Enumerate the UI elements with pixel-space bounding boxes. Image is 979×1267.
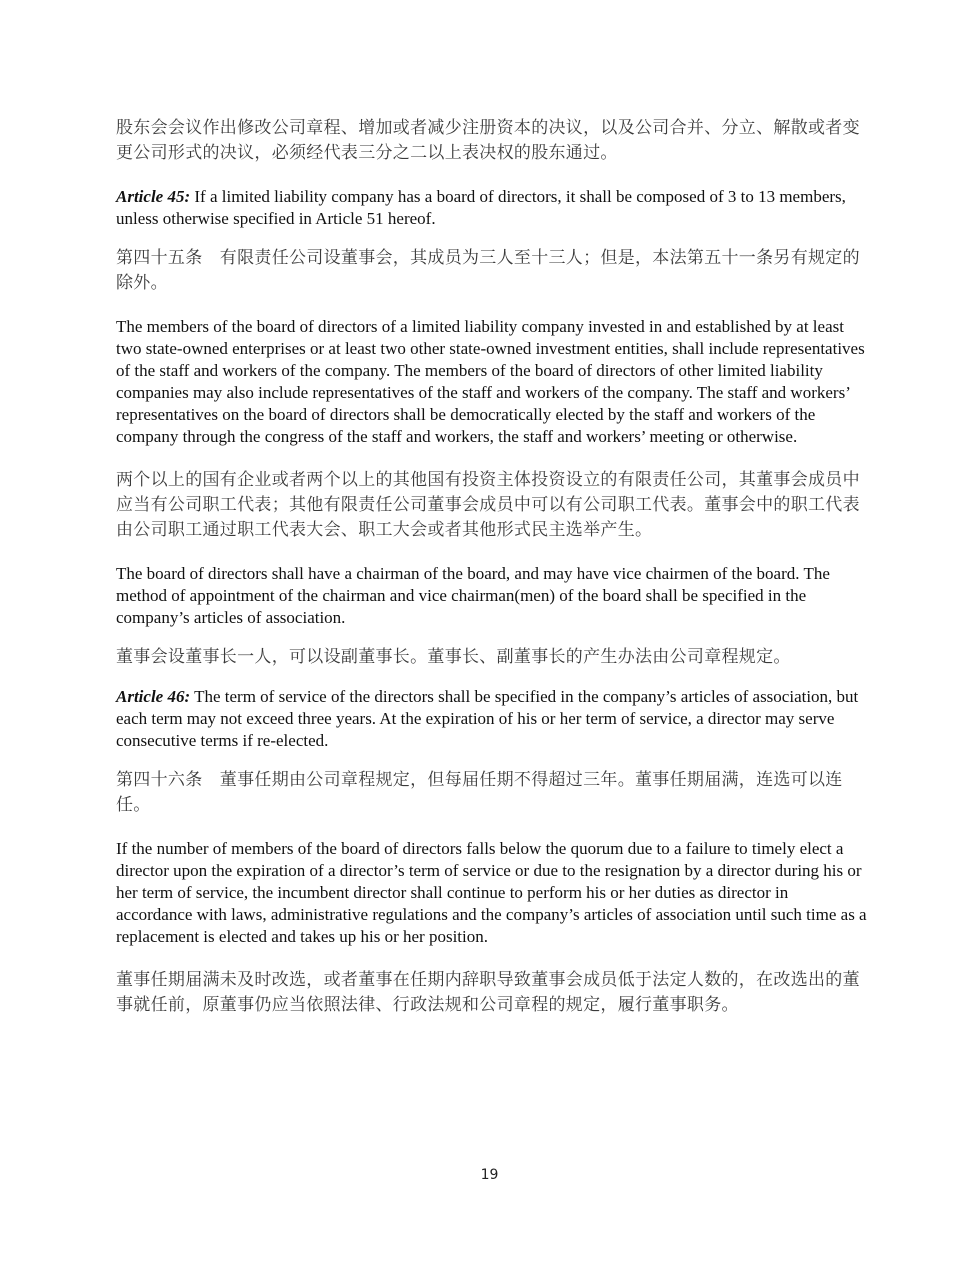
- article-45-text: If a limited liability company has a board of directors, it shall be composed of 3 to 13 members, unless otherwise specified in Article 51 hereof.: [116, 187, 846, 228]
- document-body: [116, 116, 868, 1018]
- paragraph-zh-article-45: 第四十五条 有限责任公司设董事会，其成员为三人至十三人；但是，本法第五十一条另有规定的除外。: [116, 248, 860, 293]
- paragraph-board-members-staff: The members of the board of directors of a limited liability company invested in and established by at least two state-owned enterprises or at least two other state-owned investment entities, shall include representatives of the staff and workers of the company. The members of the board of directors of other limited liability companies may also include representatives of the staff and workers of the company. The staff and workers’ representatives on the board of directors shall be democratically elected by the staff and workers of the company through the congress of the staff and workers, the staff and workers’ meeting or otherwise.: [116, 317, 865, 446]
- paragraph-zh-quorum-continuation: 董事任期届满未及时改选，或者董事在任期内辞职导致董事会成员低于法定人数的，在改选出的董事就任前，原董事仍应当依照法律、行政法规和公司章程的规定，履行董事职务。: [116, 970, 860, 1015]
- paragraph-board-chairman: The board of directors shall have a chairman of the board, and may have vice chairmen of the board. The method of appointment of the chairman and vice chairman(men) of the board shall be specified in the company’s articles of association.: [116, 564, 830, 627]
- paragraph-article-46: [116, 686, 868, 752]
- page-number: 19: [480, 1167, 499, 1183]
- article-45-label: Article 45:: [116, 187, 191, 206]
- article-46-label: Article 46:: [116, 687, 191, 706]
- article-46-text: The term of service of the directors shall be specified in the company’s articles of association, but each term may not exceed three years. At the expiration of his or her term of service, a director may serve consecutive terms if re-elected.: [116, 687, 859, 750]
- paragraph-zh-board-members-staff: 两个以上的国有企业或者两个以上的其他国有投资主体投资设立的有限责任公司，其董事会成员中应当有公司职工代表；其他有限责任公司董事会成员中可以有公司职工代表。董事会中的职工代表由公司职工通过职工代表大会、职工大会或者其他形式民主选举产生。: [116, 470, 860, 540]
- paragraph-zh-board-chairman: 董事会设董事长一人，可以设副董事长。董事长、副董事长的产生办法由公司章程规定。: [116, 647, 791, 667]
- paragraph-zh-shareholder-resolution: 股东会会议作出修改公司章程、增加或者减少注册资本的决议，以及公司合并、分立、解散或者变更公司形式的决议，必须经代表三分之二以上表决权的股东通过。: [116, 118, 860, 163]
- paragraph-zh-article-46: 第四十六条 董事任期由公司章程规定，但每届任期不得超过三年。董事任期届满，连选可以连任。: [116, 770, 843, 815]
- paragraph-quorum-continuation: If the number of members of the board of directors falls below the quorum due to a failure to timely elect a director upon the expiration of a director’s term of service or due to the resignation by a director during his or her term of service, the incumbent director shall continue to perform his or her duties as director in accordance with laws, administrative regulations and the company’s articles of association until such time as a replacement is elected and takes up his or her position.: [116, 839, 867, 946]
- paragraph-article-45: [116, 186, 868, 230]
